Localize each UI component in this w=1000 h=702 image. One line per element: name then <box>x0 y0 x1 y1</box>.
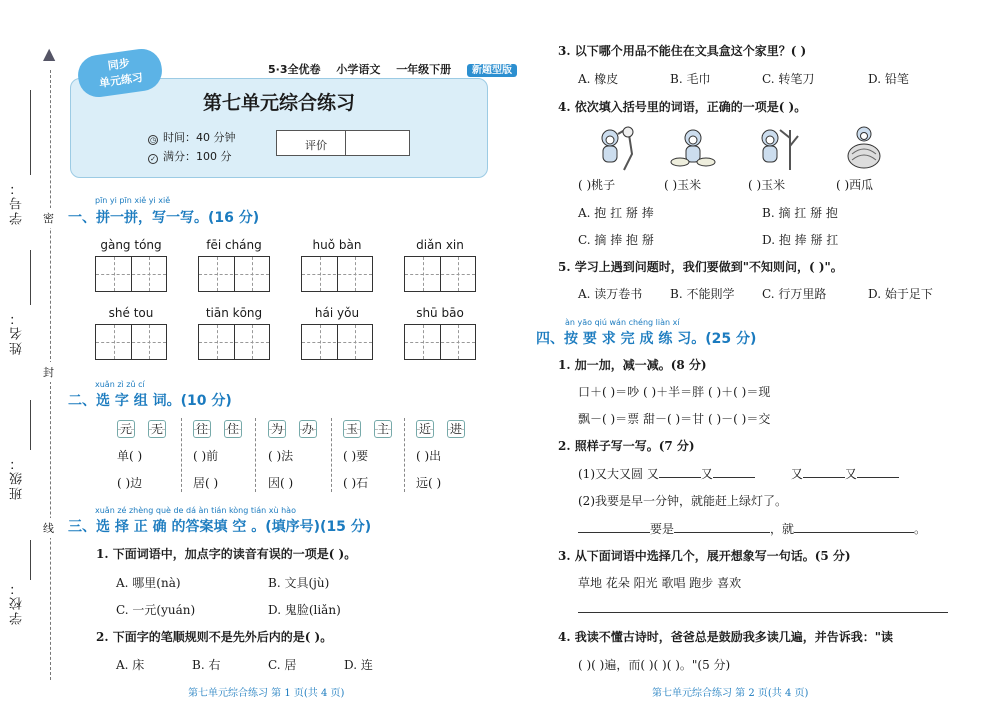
class-line <box>30 400 31 450</box>
clock-icon: ◷ <box>149 136 157 144</box>
monkey-watermelon-illustration <box>838 124 888 172</box>
cloud-line-2: 单元练习 <box>98 70 144 90</box>
section-2-title: 二、选 字 组 词。(10 分) <box>68 393 232 409</box>
section-3-title: 三、选 择 正 确 的答案填 空 。(填序号)(15 分) <box>68 519 372 535</box>
writing-grid[interactable] <box>404 324 476 360</box>
s4-q2-char: 又 <box>790 467 803 481</box>
s4-q2-word: 要是 <box>650 522 675 536</box>
word-blank[interactable]: 远( ) <box>416 476 442 490</box>
s4-q2-example[interactable] <box>578 465 899 482</box>
word-blank[interactable]: ( )石 <box>343 476 369 490</box>
check-icon: ✓ <box>148 154 158 164</box>
s3-q5-option[interactable]: B. 不能則学 <box>670 287 735 301</box>
s4-q3-answer-line[interactable] <box>578 612 948 613</box>
s3-q4-option[interactable]: D. 抱 捧 掰 扛 <box>762 233 839 247</box>
char-option: 往 <box>193 420 211 438</box>
brand-label: 5·3全优卷 <box>268 63 321 76</box>
s2-pinyin: xuǎn zì zǔ cí <box>95 380 145 389</box>
word-blank[interactable]: ( )出 <box>416 449 442 463</box>
eval-label: 评价 <box>305 139 327 152</box>
id-label: 学号： <box>10 180 25 225</box>
s3-q3-option[interactable]: D. 铅笔 <box>868 72 909 86</box>
pinyin-word: gàng tóng <box>100 238 162 252</box>
s4-q1: 1. 加一加，减一减。(8 分) <box>558 358 707 372</box>
pinyin-word: shū bāo <box>416 306 464 320</box>
s3-q2-option[interactable]: B. 右 <box>192 658 221 672</box>
char-option: 进 <box>447 420 465 438</box>
s4-q2-sentence: (2)我要是早一分钟，就能赶上绿灯了。 <box>578 494 787 508</box>
char-option: 为 <box>268 420 286 438</box>
char-option: 近 <box>416 420 434 438</box>
subject-label: 小学语文 <box>336 63 381 76</box>
footer-left: 第七单元综合练习 第 1 页(共 4 页) <box>188 688 345 699</box>
pinyin-word: fēi cháng <box>206 238 262 252</box>
s1-pinyin: pīn yi pīn xiě yi xiě <box>95 196 171 205</box>
pinyin-word: hái yǒu <box>314 306 360 320</box>
evaluation-box[interactable] <box>276 130 410 156</box>
score-info <box>148 148 232 164</box>
school-label: 学校： <box>10 580 25 625</box>
s3-q3-option[interactable]: A. 橡皮 <box>578 72 619 86</box>
monkey-peach-illustration <box>588 124 638 172</box>
binding-strip <box>0 0 62 702</box>
pinyin-word: tiān kōng <box>205 306 263 320</box>
char-option: 元 <box>117 420 135 438</box>
word-blank[interactable]: 单( ) <box>117 449 143 463</box>
s4-q4: 4. 我读不懂古诗时，爸爸总是鼓励我多读几遍，并告诉我："读 <box>558 630 893 644</box>
s4-q2-word: ，就 <box>770 522 795 536</box>
pinyin-word: diǎn xin <box>416 238 464 252</box>
word-blank[interactable]: ( )前 <box>193 449 219 463</box>
s4-q1-row[interactable]: 飘－( )＝票 甜－( )＝甘 ( )－( )＝交 <box>578 412 771 426</box>
char-option: 住 <box>224 420 242 438</box>
s3-q4-blank[interactable]: ( )桃子 <box>578 178 616 192</box>
name-label: 姓名： <box>10 310 25 355</box>
s4-q2: 2. 照样子写一写。(7 分) <box>558 439 695 453</box>
s3-q2-option[interactable]: A. 床 <box>116 658 145 672</box>
s4-q2-char: 又 <box>844 467 857 481</box>
s3-q4-blank[interactable]: ( )玉米 <box>748 178 786 192</box>
column-divider <box>404 418 405 492</box>
writing-grid[interactable] <box>301 324 373 360</box>
column-divider <box>331 418 332 492</box>
s4-q1-row[interactable]: 口＋( )＝吵 ( )＋半＝胖 ( )＋( )＝现 <box>578 385 771 399</box>
column-divider <box>255 418 256 492</box>
s4-q2-example-text: (1)又大又圆 又 <box>578 467 659 481</box>
char-option: 办 <box>299 420 317 438</box>
s3-q1-option[interactable]: C. 一元(yuán) <box>116 603 196 617</box>
s3-q5: 5. 学习上遇到问题时，我们要做到"不知则问，( )"。 <box>558 260 843 274</box>
s4-q2-fill[interactable] <box>578 520 926 537</box>
s3-q1-option[interactable]: B. 文具(jù) <box>268 576 330 590</box>
score-text: 满分：100 分 <box>163 150 232 163</box>
writing-grid[interactable] <box>198 256 270 292</box>
s4-q3: 3. 从下面词语中选择几个，展开想象写一句话。(5 分) <box>558 549 851 563</box>
writing-grid[interactable] <box>95 256 167 292</box>
section-4-title: 四、按 要 求 完 成 练 习。(25 分) <box>536 331 757 347</box>
pinyin-word: shé tou <box>108 306 154 320</box>
s4-q4-fill[interactable]: ( )( )遍，而( )( )( )。"(5 分) <box>578 658 731 672</box>
pinyin-word: huǒ bàn <box>312 238 362 252</box>
word-blank[interactable]: 居( ) <box>193 476 219 490</box>
s3-q2: 2. 下面字的笔顺规则不是先外后内的是( )。 <box>96 630 333 644</box>
s4-q2-word: 。 <box>914 522 927 536</box>
s3-q4-blank[interactable]: ( )玉米 <box>664 178 702 192</box>
grade-label: 一年级下册 <box>396 63 452 76</box>
column-divider <box>181 418 182 492</box>
char-option: 主 <box>374 420 392 438</box>
id-line <box>30 90 31 175</box>
s3-q2-option[interactable]: C. 居 <box>268 658 297 672</box>
time-text: 时间：40 分钟 <box>163 131 236 144</box>
cloud-line-1: 同步 <box>107 56 131 73</box>
s3-q1-option[interactable]: A. 哪里(nà) <box>116 576 181 590</box>
s3-q2-option[interactable]: D. 连 <box>344 658 373 672</box>
writing-grid[interactable] <box>95 324 167 360</box>
writing-grid[interactable] <box>301 256 373 292</box>
class-label: 班级： <box>10 455 25 500</box>
seal-char-1: 密 <box>43 208 54 228</box>
s3-q1-option[interactable]: D. 鬼脸(liǎn) <box>268 603 341 617</box>
s3-q3-option[interactable]: C. 转笔刀 <box>762 72 815 86</box>
footer-right: 第七单元综合练习 第 2 页(共 4 页) <box>652 688 809 699</box>
name-line <box>30 250 31 305</box>
s4-q2-char: 又 <box>700 467 713 481</box>
s3-q5-option[interactable]: C. 行万里路 <box>762 287 827 301</box>
s3-q4-option[interactable]: C. 摘 捧 抱 掰 <box>578 233 654 247</box>
word-blank[interactable]: ( )要 <box>343 449 369 463</box>
s3-q1: 1. 下面词语中，加点字的读音有误的一项是( )。 <box>96 547 357 561</box>
word-blank[interactable]: ( )法 <box>268 449 294 463</box>
s3-q3: 3. 以下哪个用品不能住在文具盒这个家里？( ) <box>558 44 807 58</box>
school-line <box>30 540 31 580</box>
monkey-corn-stalk-illustration <box>752 124 802 172</box>
word-blank[interactable]: 因( ) <box>268 476 294 490</box>
word-blank[interactable]: ( )边 <box>117 476 143 490</box>
monkey-corn-illustration <box>668 124 718 172</box>
s3-q5-option[interactable]: A. 读万卷书 <box>578 287 643 301</box>
section-1-title: 一、拼一拼，写一写。(16 分) <box>68 210 260 226</box>
s3-q3-option[interactable]: B. 毛巾 <box>670 72 711 86</box>
s3-q5-option[interactable]: D. 始于足下 <box>868 287 933 301</box>
writing-grid[interactable] <box>198 324 270 360</box>
char-option: 无 <box>148 420 166 438</box>
series-bar <box>268 61 529 77</box>
rocket-icon: ▲ <box>43 44 56 63</box>
time-info <box>148 129 236 145</box>
page-title: 第七单元综合练习 <box>202 92 355 114</box>
s3-pinyin: xuǎn zé zhèng què de dá àn tián kòng tián xù hào <box>95 506 296 515</box>
writing-grid[interactable] <box>404 256 476 292</box>
char-option: 玉 <box>343 420 361 438</box>
seal-char-2: 封 <box>43 362 54 382</box>
s4-q3-words: 草地 花朵 阳光 歌唱 跑步 喜欢 <box>578 576 742 590</box>
s3-q4-blank[interactable]: ( )西瓜 <box>836 178 874 192</box>
s4-pinyin: àn yāo qiú wán chéng liàn xí <box>565 318 680 327</box>
s3-q4: 4. 依次填入括号里的词语，正确的一项是( )。 <box>558 100 807 114</box>
seal-char-3: 线 <box>43 518 54 538</box>
s3-q4-option[interactable]: B. 摘 扛 掰 抱 <box>762 206 838 220</box>
s3-q4-option[interactable]: A. 抱 扛 掰 捧 <box>578 206 654 220</box>
edition-badge: 新题型版 <box>467 64 517 77</box>
